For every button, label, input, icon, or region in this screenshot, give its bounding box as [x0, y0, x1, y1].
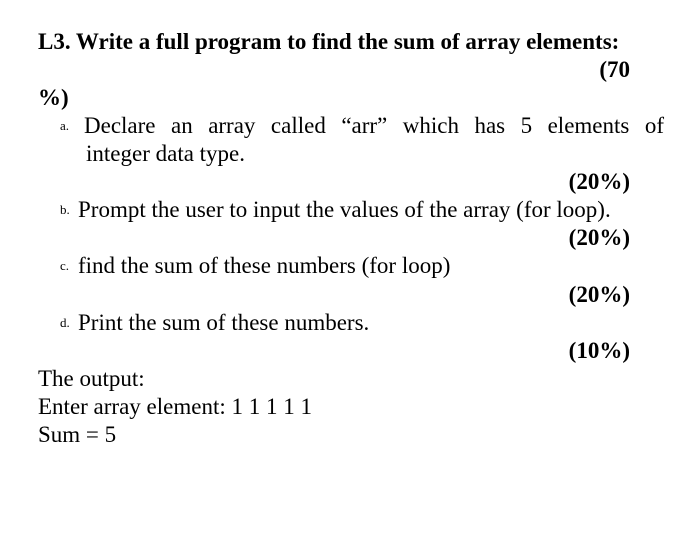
output-heading: The output:: [38, 366, 145, 391]
item-text: Print the sum of these numbers.: [78, 310, 370, 335]
question-weight-part1: (70: [599, 57, 630, 82]
item-text: Prompt the user to input the values of the array (for loop).: [78, 197, 611, 222]
item-text-line1: Declare an array called “arr” which has 5 elements of: [84, 113, 664, 138]
output-line2: Sum = 5: [38, 422, 117, 447]
item-text: find the sum of these numbers (for loop): [78, 253, 451, 278]
question-title: L3. Write a full program to find the sum of array elements:: [38, 29, 620, 54]
item-text-line2: integer data type.: [86, 141, 246, 166]
item-weight: (20%): [568, 225, 630, 250]
item-marker: b.: [60, 202, 70, 217]
item-weight: (20%): [568, 282, 630, 307]
item-marker: c.: [60, 258, 70, 273]
output-line1: Enter array element: 1 1 1 1 1: [38, 394, 312, 419]
item-marker: d.: [60, 315, 70, 330]
item-weight: (20%): [568, 169, 630, 194]
question-weight-part2: %): [38, 85, 69, 110]
item-weight: (10%): [568, 338, 630, 363]
item-marker: a.: [60, 118, 70, 133]
